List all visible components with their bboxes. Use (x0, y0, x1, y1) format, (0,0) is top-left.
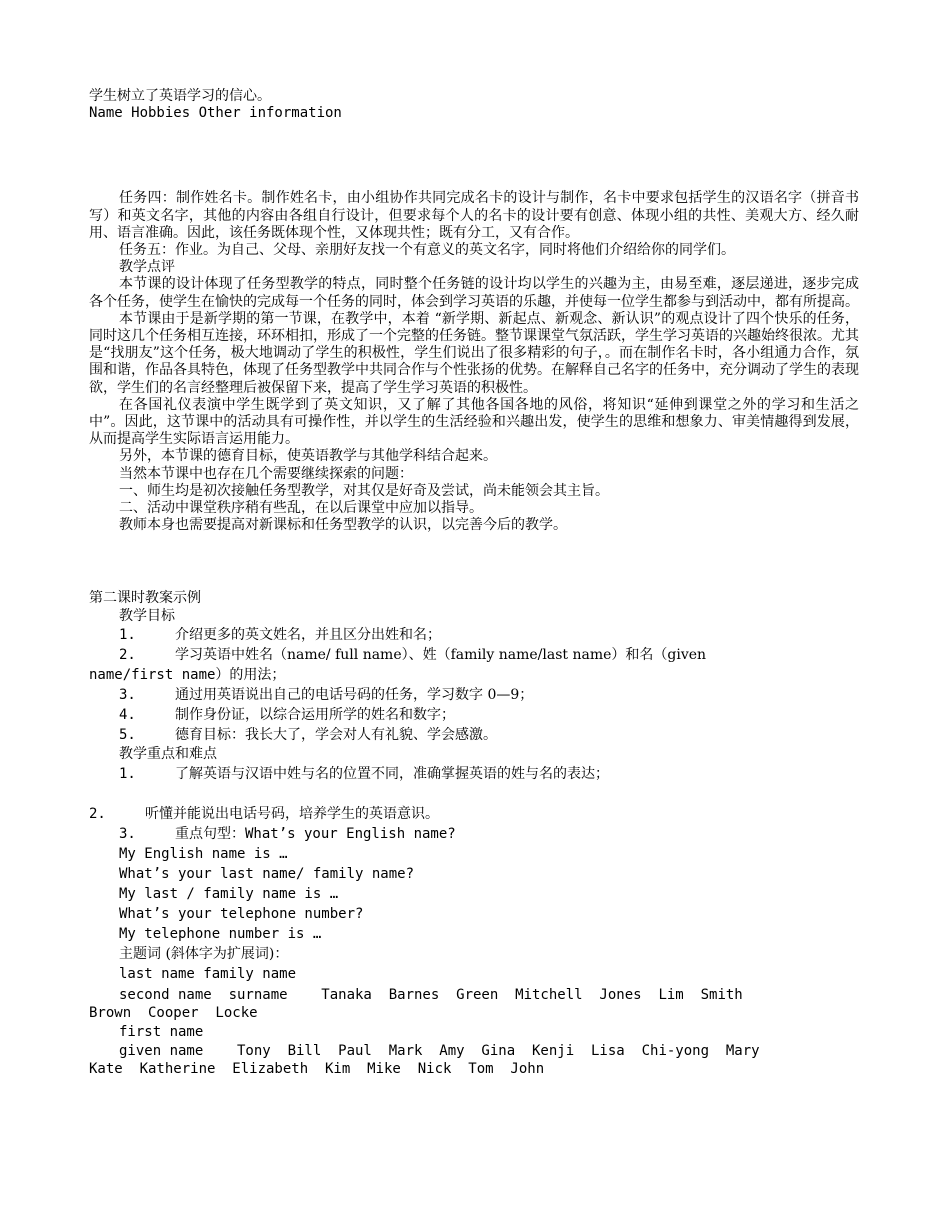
goal-text: 通过用英语说出自己的电话号码的任务，学习数字 0—9； (175, 686, 534, 703)
key-number: 2. (89, 805, 106, 822)
review-paragraph-5: 当然本节课中也存在几个需要继续探索的问题： (119, 465, 413, 482)
vocab-line: given name Tony Bill Paul Mark Amy Gina Kenji Lisa Chi-yong Mary (119, 1042, 760, 1059)
goal-number: 2. (119, 646, 136, 663)
goal-number: 5. (119, 726, 136, 743)
spacer (89, 122, 859, 190)
vocab-block (89, 964, 859, 1078)
goals-list (89, 625, 859, 745)
review-paragraph-6: 一、师生均是初次接触任务型教学，对其仅是好奇及尝试，尚未能领会其主旨。 (119, 482, 609, 499)
goal-text: 介绍更多的英文姓名，并且区分出姓和名； (175, 626, 441, 643)
task5-paragraph: 任务五：作业。为自己、父母、亲朋好友找一个有意义的英文名字，同时将他们介绍给你的同学们。 (119, 242, 735, 259)
review-paragraph-2: 本节课由于是新学期的第一节课，在教学中，本着 “新学期、新起点、新观念、新认识”的观点设计了四个快乐的任务，同时这几个任务相互连接，环环相扣，形成了一个完整的任务链。整节课课堂气氛活跃，学生学习英语的兴趣始终很浓。尤其是“找朋友”这个任务，极大地调动了学生的积极性，学生们说出了很多精彩的句子，。而在制作名卡时，各小组通力合作，氛围和谐，作品各具特色，体现了任务型教学中共同合作与个性张扬的优势。在解释自己名字的任务中，充分调动了学生的表现欲，学生们的名言经整理后被保留下来，提高了学生学习英语的积极性。 (89, 310, 859, 396)
goal-text: 制作身份证，以综合运用所学的姓名和数字； (175, 706, 455, 723)
goal-number: 1. (119, 626, 136, 643)
task4-paragraph: 任务四：制作姓名卡。制作姓名卡，由小组协作共同完成名卡的设计与制作，名卡中要求包括学生的汉语名字（拼音书写）和英文名字，其他的内容由各组自行设计，但要求每个人的名卡的设计要有创意、体现小组的共性、美观大方、经久耐用、语言准确。因此，该任务既体现个性，又体现共性；既有分工，又有合作。 (89, 190, 859, 241)
vocab-heading: 主题词 (斜体字为扩展词)： (119, 945, 289, 962)
goal-item (89, 645, 859, 665)
goal-text: 学习英语中姓名（name/ full name）、姓（family name/last name）和名（given (175, 646, 707, 663)
goal-number: 4. (119, 706, 136, 723)
intro-line: 学生树立了英语学习的信心。 (89, 88, 271, 104)
goal-item (89, 685, 859, 705)
goals-heading: 教学目标 (119, 607, 175, 624)
vocab-line: Brown Cooper Locke (89, 1004, 258, 1021)
review-paragraph-8: 教师本身也需要提高对新课标和任务型教学的认识，以完善今后的教学。 (119, 517, 567, 534)
review-paragraph-4: 另外，本节课的德育目标，使英语教学与其他学科结合起来。 (119, 448, 497, 465)
vocab-line: Kate Katherine Elizabeth Kim Mike Nick Tom John (89, 1060, 545, 1077)
sentence-line: My telephone number is … (119, 925, 322, 942)
vocab-line: last name family name (119, 965, 297, 982)
goal-item (89, 625, 859, 645)
sentence-line: What’s your telephone number? (119, 905, 364, 922)
sentence-line: My English name is … (119, 845, 288, 862)
key-heading: 教学重点和难点 (119, 745, 217, 762)
key-item (89, 804, 859, 824)
table-header-line: Name Hobbies Other information (89, 105, 342, 122)
key-text: 重点句型：What’s your English name? (175, 825, 456, 842)
vocab-line: second name surname Tanaka Barnes Green Mitchell Jones Lim Smith (119, 986, 743, 1003)
document-page (89, 88, 859, 1078)
review-paragraph-1: 本节课的设计体现了任务型教学的特点，同时整个任务链的设计均以学生的兴趣为主，由易至难，逐层递进，逐步完成各个任务，使学生在愉快的完成每一个任务的同时，体会到学习英语的乐趣，并使每一位学生都参与到活动中，都有所提高。 (89, 276, 859, 310)
key-number: 3. (119, 825, 136, 842)
sentence-line: What’s your last name/ family name? (119, 865, 415, 882)
sentence-patterns (89, 844, 859, 944)
review-paragraph-3: 在各国礼仪表演中学生既学到了英文知识，又了解了其他各国各地的风俗，将知识“延伸到课堂之外的学习和生活之中”。因此，这节课中的活动具有可操作性，并以学生的生活经验和兴趣出发，使学生的思维和想象力、审美情趣得到发展，从而提高学生实际语言运用能力。 (89, 396, 859, 448)
goal-number: 3. (119, 686, 136, 703)
key-item (89, 764, 859, 784)
spacer (89, 534, 859, 590)
key-number: 1. (119, 765, 136, 782)
spacer (89, 784, 859, 804)
key-text: 听懂并能说出电话号码，培养学生的英语意识。 (145, 805, 439, 822)
key-text: 了解英语与汉语中姓与名的位置不同，准确掌握英语的姓与名的表达； (175, 765, 609, 782)
vocab-line: first name (119, 1023, 204, 1040)
goal-item (89, 725, 859, 745)
lesson2-title: 第二课时教案示例 (89, 590, 201, 607)
sentence-line: My last / family name is … (119, 885, 339, 902)
review-paragraph-7: 二、活动中课堂秩序稍有些乱，在以后课堂中应加以指导。 (119, 500, 483, 517)
goal-text: 德育目标：我长大了，学会对人有礼貌、学会感激。 (175, 726, 497, 743)
goal-item (89, 705, 859, 725)
key-item (89, 824, 859, 844)
goal-continuation: name/first name）的用法； (89, 666, 286, 683)
review-heading: 教学点评 (119, 259, 175, 276)
